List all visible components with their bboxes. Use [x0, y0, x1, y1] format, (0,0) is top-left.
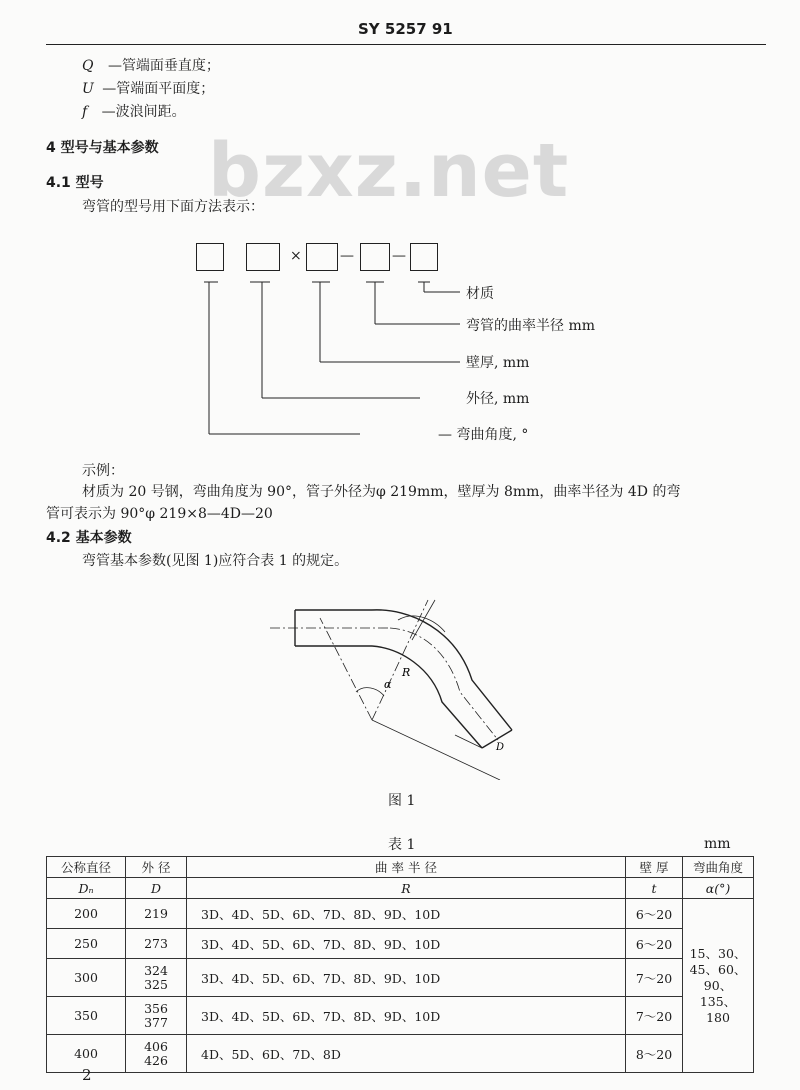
cell-d-2: 325 — [144, 976, 168, 992]
cell-angles: 15、30、45、60、90、135、180 — [683, 899, 754, 1073]
section-4-title: 4 型号与基本参数 — [46, 140, 159, 156]
symbol-f-desc: —波浪间距。 — [101, 104, 186, 120]
cell-dn: 300 — [47, 959, 126, 997]
cell-d — [126, 1035, 187, 1073]
symbol-u-sym: U — [82, 81, 94, 97]
cell-t: 7～20 — [626, 959, 683, 997]
section-4-1-title: 4.1 型号 — [46, 175, 104, 191]
cell-d-2: 426 — [144, 1052, 168, 1068]
figure-label-r: R — [402, 666, 411, 679]
table-row — [47, 1035, 754, 1073]
designation-label-material: 材质 — [466, 286, 494, 302]
header-code: SY 5257 91 — [358, 20, 453, 38]
header-r: 曲 率 半 径 — [187, 857, 626, 878]
designation-leader-lines — [0, 0, 800, 460]
cell-t: 6～20 — [626, 929, 683, 959]
page-number: 2 — [82, 1066, 92, 1084]
symbol-f-sym: f — [82, 104, 88, 120]
cell-t: 6～20 — [626, 899, 683, 929]
figure-label-d: D — [496, 742, 505, 753]
header-d: 外 径 — [126, 857, 187, 878]
cell-d-1: 324 — [144, 962, 168, 978]
watermark: bzxz.net — [208, 128, 570, 214]
header-a: 弯曲角度 — [683, 857, 754, 878]
cell-r: 3D、4D、5D、6D、7D、8D、9D、10D — [187, 959, 626, 997]
table-row — [47, 997, 754, 1035]
table-row — [47, 959, 754, 997]
example-line-1: 材质为 20 号钢，弯曲角度为 90°，管子外径为φ 219mm，壁厚为 8mm，曲率半径为 4D 的弯 — [82, 484, 681, 500]
symbol-q-desc: —管端面垂直度； — [107, 58, 220, 74]
header-t: 壁 厚 — [626, 857, 683, 878]
designation-label-radius: 弯管的曲率半径 mm — [466, 318, 596, 334]
header-dn: 公称直径 — [47, 857, 126, 878]
figure-label-alpha: α — [384, 678, 392, 691]
bend-pipe-figure — [260, 580, 560, 780]
section-4-2-intro: 弯管基本参数(见图 1)应符合表 1 的规定。 — [82, 553, 349, 569]
cell-dn: 400 — [47, 1035, 126, 1073]
cell-r: 4D、5D、6D、7D、8D — [187, 1035, 626, 1073]
cell-d — [126, 959, 187, 997]
cell-d-2: 377 — [144, 1014, 168, 1030]
designation-label-od: 外径, mm — [466, 391, 530, 407]
table-header-symbols — [47, 878, 754, 899]
section-4-1-intro: 弯管的型号用下面方法表示： — [82, 199, 264, 215]
symbol-u-desc: —管端面平面度； — [102, 81, 215, 97]
cell-t: 8～20 — [626, 1035, 683, 1073]
cell-t: 7～20 — [626, 997, 683, 1035]
table-row — [47, 929, 754, 959]
designation-times: × — [290, 248, 302, 264]
cell-d-1: 406 — [144, 1038, 168, 1054]
table-unit: mm — [704, 836, 731, 852]
parameters-table — [46, 856, 754, 1073]
header-t-sym: t — [626, 878, 683, 899]
cell-d-1: 356 — [144, 1000, 168, 1016]
symbol-q-sym: Q — [82, 58, 94, 74]
cell-r: 3D、4D、5D、6D、7D、8D、9D、10D — [187, 997, 626, 1035]
example-label: 示例： — [82, 463, 124, 479]
cell-dn: 250 — [47, 929, 126, 959]
cell-d: 219 — [126, 899, 187, 929]
example-line-2: 管可表示为 90°φ 219×8—4D—20 — [46, 506, 273, 522]
cell-r: 3D、4D、5D、6D、7D、8D、9D、10D — [187, 899, 626, 929]
designation-dash-2: — — [392, 248, 406, 264]
header-r-sym: R — [187, 878, 626, 899]
table-header-row — [47, 857, 754, 878]
cell-r: 3D、4D、5D、6D、7D、8D、9D、10D — [187, 929, 626, 959]
designation-dash-1: — — [340, 248, 354, 264]
header-d-sym: D — [126, 878, 187, 899]
designation-label-wall: 壁厚, mm — [466, 355, 530, 371]
cell-d — [126, 997, 187, 1035]
table-row — [47, 899, 754, 929]
cell-dn: 350 — [47, 997, 126, 1035]
designation-label-angle: — 弯曲角度, ° — [438, 427, 529, 443]
section-4-2-title: 4.2 基本参数 — [46, 530, 132, 546]
header-dn-sym: Dₙ — [47, 878, 126, 899]
cell-d: 273 — [126, 929, 187, 959]
header-a-sym: α(°) — [683, 878, 754, 899]
table-title: 表 1 — [388, 837, 416, 853]
figure-caption: 图 1 — [388, 793, 416, 809]
cell-dn: 200 — [47, 899, 126, 929]
